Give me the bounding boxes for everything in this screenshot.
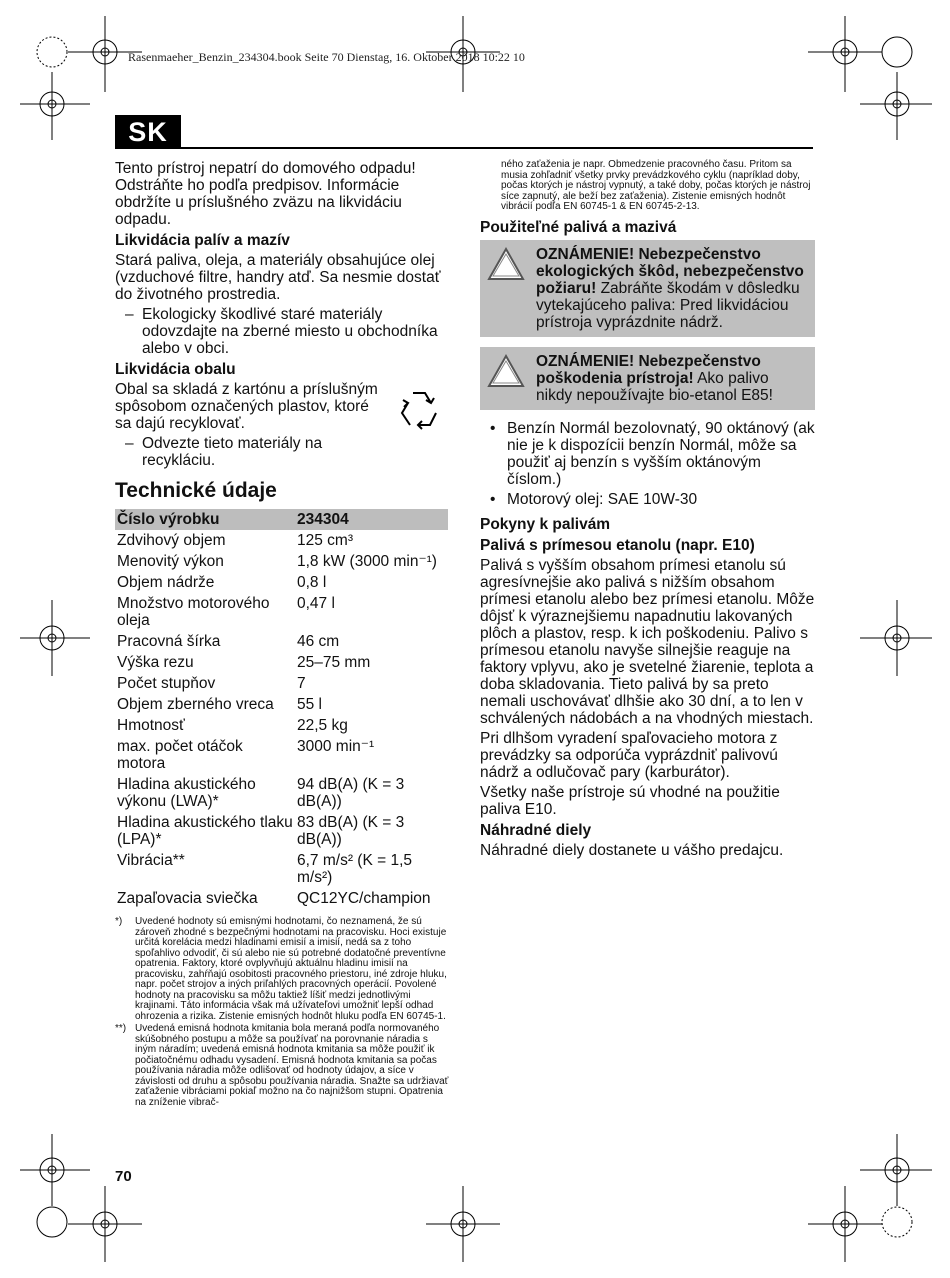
notice-title: OZNÁMENIE! Nebezpečenstvo ekologických škôd, nebezpečenstvo požiaru!	[536, 245, 804, 297]
spec-key: Hladina akustického výkonu (LWA)*	[117, 776, 256, 810]
spec-value: QC12YC/champion	[297, 890, 431, 907]
spec-row	[115, 673, 448, 694]
spec-value: 3000 min⁻¹	[297, 738, 375, 755]
spec-value: 7	[297, 675, 306, 692]
warning-triangle-icon	[486, 353, 526, 389]
spec-value: 83 dB(A) (K = 3 dB(A))	[297, 814, 405, 848]
spec-value: 46 cm	[297, 633, 340, 650]
fuel-disposal-text: Stará paliva, oleja, a materiály obsahujúce olej (vzduchové filtre, handry atď. Sa nesmie dostať do životného prostredia.	[115, 252, 441, 303]
footnote	[115, 1024, 450, 1108]
footnote-text: Uvedené hodnoty sú emisnými hodnotami, čo neznamená, že sú zároveň zhodné s bezpečnými hodnotami na pracovisku. Hoci existuje určitá korelácia medzi hladinami emisií a imisií, nedá sa z toho spoľahlivo odvodiť, či sú alebo nie sú potrebné dodatočné preventívne opatrenia. Faktory, ktoré ovplyvňujú aktuálnu hladinu imisií na pracovisku, zahŕňajú osobitosti pracovného priestoru, iné zdroje hluku, napr. počet strojov a iných priľahlých pracovných operácií. Povolené hodnoty na pracovisku sa môžu taktiež líšiť medzi jednotlivými krajinami. Táto informácia však má užívateľovi umožniť lepší odhad ohrozenia a rizika. Zistenie emisných hodnôt hluku podľa EN 60745-1.	[135, 916, 447, 1022]
storage-paragraph: Pri dlhšom vyradení spaľovacieho motora z prevádzky sa odporúča vyprázdniť palivovú nádrž a odlučovač pary (karburátor).	[480, 729, 778, 781]
notice-device	[480, 347, 815, 410]
footnotes	[115, 917, 450, 1108]
spec-key: Pracovná šírka	[117, 633, 221, 650]
spec-row	[115, 593, 448, 631]
spec-row	[115, 850, 448, 888]
page-number: 70	[115, 1168, 132, 1185]
spec-row	[115, 572, 448, 593]
spec-value: 94 dB(A) (K = 3 dB(A))	[297, 776, 405, 810]
spec-value: 234304	[295, 509, 448, 530]
notice-title: OZNÁMENIE! Nebezpečenstvo poškodenia prístroja!	[536, 352, 761, 387]
spec-value: 6,7 m/s² (K = 1,5 m/s²)	[297, 852, 413, 886]
e10-paragraph: Všetky naše prístroje sú vhodné na použitie paliva E10.	[480, 783, 780, 818]
packaging-block	[115, 381, 450, 472]
packaging-heading: Likvidácia obalu	[115, 361, 236, 378]
spec-value: 1,8 kW (3000 min⁻¹)	[297, 553, 437, 570]
oil-bullet: • Motorový olej: SAE 10W-30	[480, 491, 815, 508]
spec-row	[115, 736, 448, 774]
ethanol-heading: Palivá s prímesou etanolu (napr. E10)	[480, 536, 755, 554]
footnote-text: Uvedená emisná hodnota kmitania bola meraná podľa normovaného skúšobného postupu a môže sa používať na porovnanie náradia s iným náradím; uvedená emisná hodnota kmitania sa môže použiť ik počiatočnému odhadu vysadení. Emisná hodnota kmitania sa počas používania náradia môže odlišovať od hodnoty údajov, a síce v závislosti od druhu a spôsobu používania náradia. Snažte sa udržiavať zaťaženie vibráciami pokiaľ možno na čo najnižšom stupni. Opatrenia na zníženie vibrač-	[135, 1023, 449, 1108]
packaging-text: Obal sa skladá z kartónu a príslušným spôsobom označených plastov, ktoré sa dajú recyklovať.	[115, 381, 378, 432]
notice-text	[536, 246, 809, 331]
footnote-continuation: ného zaťaženia je napr. Obmedzenie pracovného času. Pritom sa musia zohľadniť všetky prvky prevádzkového cyklu (napríklad doby, počas ktorých je nástroj vypnutý, a také doby, počas ktorých je nástroj síce zapnutý, ale beží bez zaťaženia). Zistenie emisných hodnôt vibrácií podľa EN 60745-1 & EN 60745-2-13.	[501, 159, 811, 212]
footnote-mark: **)	[115, 1023, 127, 1034]
spec-row	[115, 888, 448, 909]
fuel-disposal-heading: Likvidácia palív a mazív	[115, 232, 290, 249]
spec-value: 0,8 l	[297, 574, 327, 591]
spec-key: Počet stupňov	[117, 675, 216, 692]
spec-row	[115, 812, 448, 850]
spec-value: 125 cm³	[297, 532, 353, 549]
spec-value: 22,5 kg	[297, 717, 348, 734]
notice-text	[536, 353, 809, 404]
spec-row	[115, 631, 448, 652]
spec-key: Výška rezu	[117, 654, 194, 671]
notice-body: Zabráňte škodám v dôsledku vytekajúceho paliva: Pred likvidáciou prístroja vyprázdnite nádrž.	[536, 279, 800, 331]
footnote-mark: *)	[115, 916, 123, 927]
spec-row	[115, 715, 448, 736]
warning-triangle-icon	[486, 246, 526, 282]
spec-value: 55 l	[297, 696, 322, 713]
spec-key: Objem nádrže	[117, 574, 215, 591]
spec-row	[115, 652, 448, 673]
fuel-disposal-item: – Ekologicky škodlivé staré materiály odovzdajte na zberné miesto u obchodníka alebo v obci.	[115, 306, 450, 357]
fuel-tips-heading: Pokyny k palivám	[480, 515, 611, 533]
spec-row	[115, 694, 448, 715]
spec-key: max. počet otáčok motora	[117, 738, 243, 772]
header-rule	[180, 147, 813, 149]
spec-key: Menovitý výkon	[117, 553, 224, 570]
spec-key: Vibrácia**	[117, 852, 185, 869]
spec-key: Hladina akustického tlaku (LPA)*	[117, 814, 293, 848]
spec-key: Zapaľovacia sviečka	[117, 890, 258, 907]
spare-parts-heading: Náhradné diely	[480, 821, 592, 839]
spec-key: Množstvo motorového oleja	[117, 595, 270, 629]
language-tab: SK	[115, 115, 181, 149]
spec-row	[115, 774, 448, 812]
spec-key: Hmotnosť	[117, 717, 185, 734]
notice-body: Ako palivo nikdy nepoužívajte bio-etanol E85!	[536, 369, 773, 404]
spec-row	[115, 530, 448, 551]
spec-value: 25–75 mm	[297, 654, 371, 671]
fuel-bullet: • Benzín Normál bezolovnatý, 90 oktánový (ak nie je k dispozícii benzín Normál, môže sa použiť aj benzín s vyšším oktánovým číslom.)	[480, 420, 815, 488]
spec-table	[115, 509, 448, 909]
fuels-heading: Použiteľné palivá a mazivá	[480, 218, 677, 236]
ethanol-paragraph: Palivá s vyšším obsahom prímesi etanolu sú agresívnejšie ako palivá s nižším obsahom prímesi etanolu alebo bez prímesi etanolu. Môže dôjsť k výraznejšiemu napadnutiu lakovaných plôch a plastov, resp. k ich poškodeniu. Palivo s prímesou etanolu navyše silnejšie reaguje na faktory vplyvu, ako je svetelné žiarenie, teplota a doba skladovania. Tieto palivá by sa preto nemali uschovávať dlhšie ako 30 dní, a to len v schválených nádobách a na vhodných miestach.	[480, 556, 815, 727]
spec-value: 0,47 l	[297, 595, 335, 612]
packaging-item: – Odvezte tieto materiály na recykláciu.	[115, 435, 388, 469]
tech-data-heading: Technické údaje	[115, 479, 277, 502]
notice-environment	[480, 240, 815, 337]
disposal-intro: Tento prístroj nepatrí do domového odpadu! Odstráňte ho podľa predpisov. Informácie obdržíte u príslušného zväzu na likvidáciu odpadu.	[115, 160, 416, 228]
recycle-icon	[396, 387, 442, 433]
right-column	[480, 160, 815, 862]
spec-header-row	[115, 509, 448, 530]
left-column	[115, 160, 450, 1110]
book-header: Rasenmaeher_Benzin_234304.book Seite 70 Dienstag, 16. Oktober 2018 10:22 10	[128, 50, 525, 64]
footnote	[115, 917, 450, 1022]
spec-key: Objem zberného vreca	[117, 696, 274, 713]
spec-row	[115, 551, 448, 572]
spec-key: Zdvihový objem	[117, 532, 226, 549]
spec-key: Číslo výrobku	[115, 509, 295, 530]
spare-parts-text: Náhradné diely dostanete u vášho predajcu.	[480, 841, 784, 859]
